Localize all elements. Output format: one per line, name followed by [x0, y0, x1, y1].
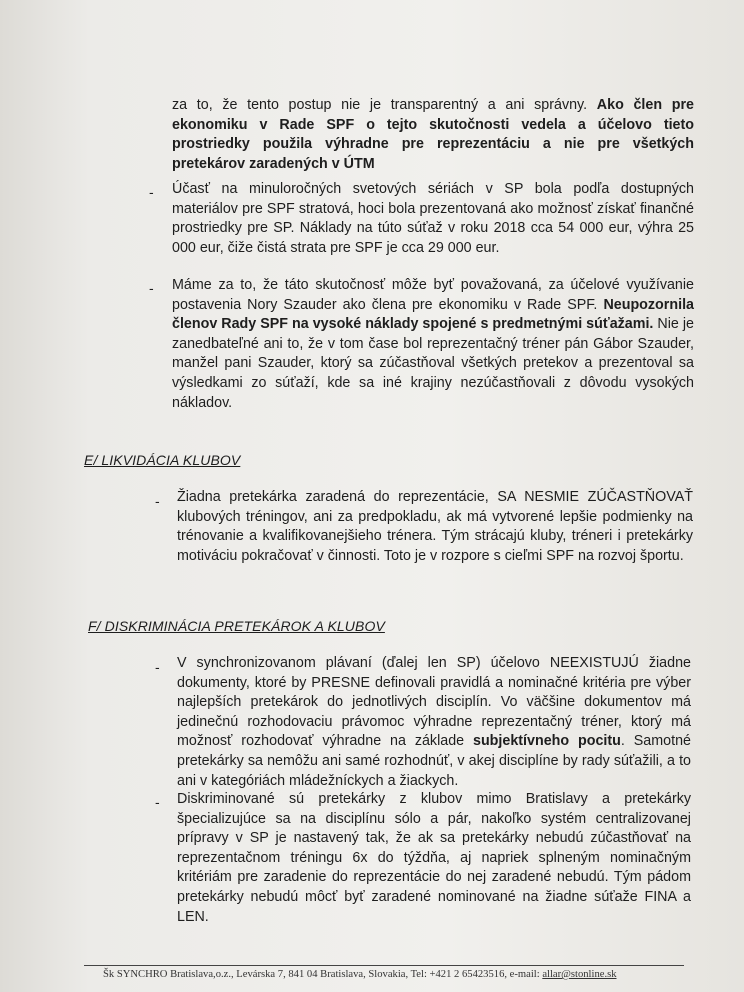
bullet-text: Máme za to, že táto skutočnosť môže byť považovaná, za účelové využívanie postavenia Nory Szauder ako člena pre ekonomiku v Rade SPF.: [172, 277, 694, 313]
bullet-dash: -: [149, 280, 154, 296]
bullet-world-series: [172, 180, 694, 258]
bullet-text: Diskriminované sú pretekárky z klubov mimo Bratislavy a pretekárky špecializujúce sa na disciplínu sólo a pár, nakoľko systém centralizovanej prípravy v SP je nastavený tak, že ak sa pretekárky nebudú zúčastňovať na reprezentačnom tréningu 6x do týždňa, aj napriek splneným nominačným kritériám pre zaradenie do reprezentácie do nej zaradené nebudú. Tým pádom pretekárky nebudú môcť byť zaradené nominované na žiadne súťaže FINA a LEN.: [177, 791, 691, 925]
bullet-text: Žiadna pretekárka zaradená do reprezentácie, SA NESMIE ZÚČASTŇOVAŤ klubových tréningov, ani za predpokladu, ak má vytvorené lepšie podmienky na trénovanie a kvalifikovanejšieho trénera. Tým strácajú kluby, tréneri i pretekárky motiváciu pokračovať v činnosti. Toto je v rozpore s cieľmi SPF na rozvoj športu.: [177, 489, 693, 564]
footer-email-link[interactable]: allar@stonline.sk: [542, 969, 617, 980]
bullet-clubs: [177, 488, 693, 566]
bullet-dash: -: [155, 659, 160, 675]
bullet-text: Účasť na minuloročných svetových sériách v SP bola podľa dostupných materiálov pre SPF stratová, hoci bola prezentovaná ako možnosť získať finančné prostriedky pre SP. Náklady na túto súťaž v roku 2018 cca 54 000 eur, výhra 25 000 eur, čiže čistá strata pre SPF je cca 29 000 eur.: [172, 181, 694, 256]
bold-text: Ako člen pre ekonomiku v Rade SPF o tejto skutočnosti vedela a účelovo tieto prostriedky použila výhradne pre reprezentáciu a nie pre všetkých pretekárov zaradených v ÚTM: [172, 97, 694, 172]
bullet-dash: -: [155, 493, 160, 509]
bullet-text: V synchronizovanom plávaní (ďalej len SP) účelovo NEEXISTUJÚ žiadne dokumenty, ktoré by PRESNE definovali pravidlá a nominačné kritéria pre výber najlepších pretekárok do jednotlivých disciplín. Vo väčšine dokumentov má jedinečnú rozhodovaciu právomoc výhradne reprezentačný tréner, ktorý má možnosť rozhodovať výhradne na základe: [177, 655, 691, 750]
footer-divider: [84, 965, 684, 966]
section-heading-e: E/ LIKVIDÁCIA KLUBOV: [84, 452, 241, 468]
paragraph-text: za to, že tento postup nie je transparentný a ani správny.: [172, 97, 588, 113]
bullet-szauder: [172, 276, 694, 413]
bold-text: Neupozornila členov Rady SPF na vysoké náklady spojené s predmetnými súťažami.: [172, 296, 694, 333]
bullet-discrimination: [177, 790, 691, 927]
bullet-text: Nie je zanedbateľné ani to, že v tom čase bol reprezentačný tréner pán Gábor Szauder, manžel pani Szauder, ktorý sa zúčastňoval všetkých pretekov a prezentoval sa výsledkami zo súťaží, kde sa iné krajiny nezúčastňovali z dôvodu vysokých nákladov.: [172, 316, 694, 411]
bullet-documents: [177, 654, 691, 791]
footer: [103, 969, 703, 980]
section-heading-f: F/ DISKRIMINÁCIA PRETEKÁROK A KLUBOV: [88, 618, 385, 634]
footer-address: Šk SYNCHRO Bratislava,o.z., Levárska 7, 841 04 Bratislava, Slovakia, Tel: +421 2 65423516, e-mail:: [103, 969, 543, 980]
bullet-text: . Samotné pretekárky sa nemôžu ani samé rozhodnúť, v akej disciplíne by rady súťažili, a to ani v kategóriách mládežníckych a žiackych.: [177, 733, 691, 789]
bullet-dash: -: [155, 794, 160, 810]
continued-paragraph: [172, 96, 694, 174]
bullet-dash: -: [149, 184, 154, 200]
bold-text: subjektívneho pocitu: [473, 733, 621, 750]
